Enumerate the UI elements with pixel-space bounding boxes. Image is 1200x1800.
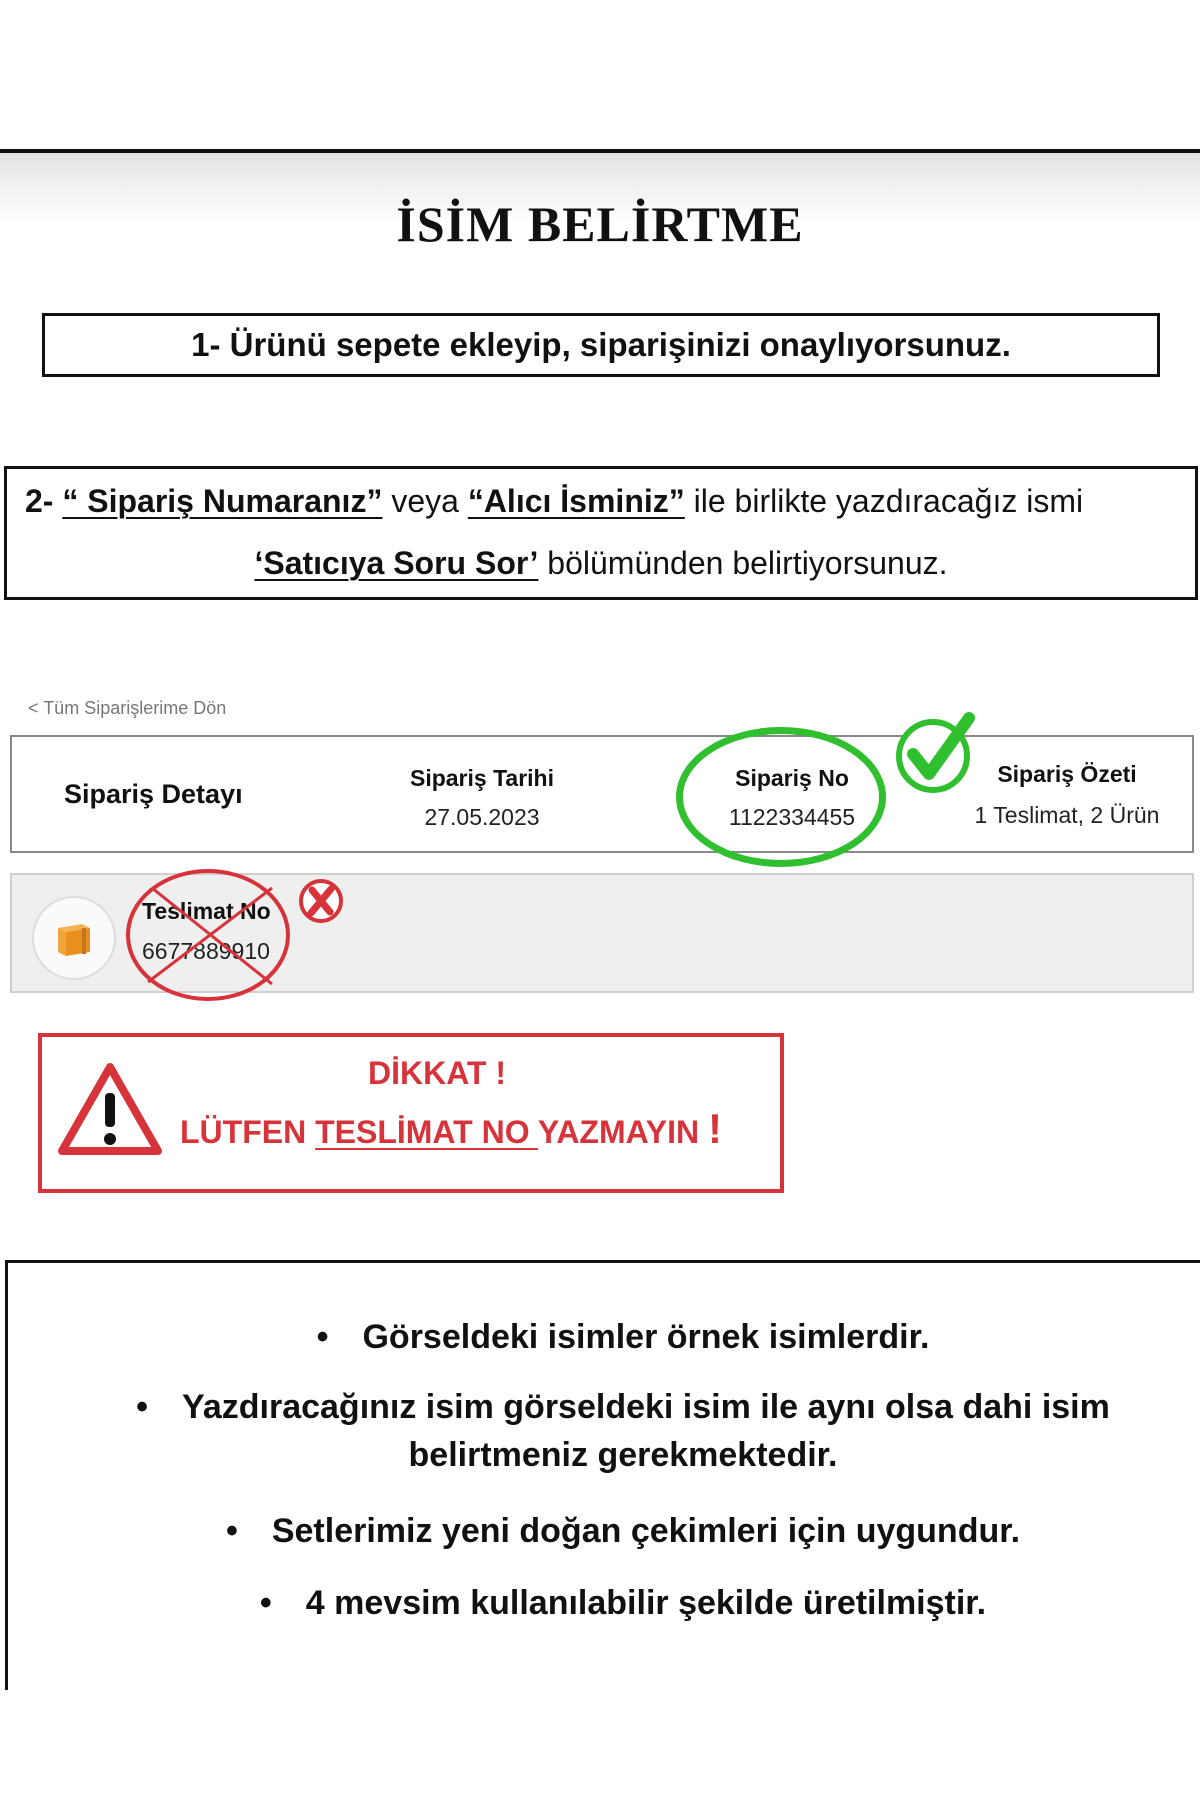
order-number-value: 1122334455 xyxy=(728,804,856,830)
step-2-box xyxy=(4,466,1198,600)
page-title: İSİM BELİRTME xyxy=(396,196,804,252)
order-date-label: Sipariş Tarihi xyxy=(409,765,554,791)
order-detail-panel xyxy=(10,735,1194,853)
info-bullet-text: Görseldeki isimler örnek isimlerdir. xyxy=(362,1318,930,1356)
info-bullet-text: Yazdıracağınız isim görseldeki isim ile aynı olsa dahi isim belirtmeniz gerekmektedir. xyxy=(182,1388,1110,1474)
info-bullet: • Görseldeki isimler örnek isimlerdir. xyxy=(316,1318,930,1356)
warning-exclamation: ! xyxy=(708,1105,723,1152)
box-icon xyxy=(52,916,96,960)
info-bullet: • Yazdıracağınız isim görseldeki isim ile aynı olsa dahi isim belirtmeniz gerekmektedir. xyxy=(136,1388,1110,1474)
step-2-line-1 xyxy=(25,483,1083,520)
info-bullet-text: Setlerimiz yeni doğan çekimleri için uygundur. xyxy=(271,1512,1021,1550)
order-number-highlight xyxy=(676,727,886,867)
step-2-or: veya xyxy=(382,483,468,519)
order-date-value: 27.05.2023 xyxy=(424,804,540,830)
warning-message-start: LÜTFEN xyxy=(180,1114,316,1150)
info-box xyxy=(5,1260,1200,1690)
step-2-prefix: 2- xyxy=(25,483,63,519)
order-summary-value: 1 Teslimat, 2 Ürün xyxy=(974,802,1160,828)
warning-message xyxy=(180,1105,722,1153)
warning-icon xyxy=(56,1059,164,1159)
ask-seller-phrase: ‘Satıcıya Soru Sor’ xyxy=(254,545,539,581)
step-2-ending: bölümünden belirtiyorsunuz. xyxy=(538,545,948,581)
step-1-box xyxy=(42,313,1160,377)
x-icon xyxy=(296,876,346,926)
order-detail-title: Sipariş Detayı xyxy=(64,779,243,809)
back-to-orders-link[interactable]: < Tüm Siparişlerime Dön xyxy=(28,698,227,718)
warning-message-underlined: TESLİMAT NO xyxy=(315,1114,538,1150)
delivery-number-value: 6677889910 xyxy=(142,938,270,964)
order-summary-label: Sipariş Özeti xyxy=(997,761,1137,787)
delivery-number-label: Teslimat No xyxy=(142,898,271,924)
order-number-phrase: “ Sipariş Numaranız” xyxy=(62,483,383,519)
order-number-label: Sipariş No xyxy=(735,765,849,791)
delivery-number-cross-out xyxy=(122,866,294,1004)
info-bullet: • Setlerimiz yeni doğan çekimleri için uygundur. xyxy=(225,1512,1021,1550)
order-date-column xyxy=(372,765,592,831)
info-bullet: • 4 mevsim kullanılabilir şekilde üretilmiştir. xyxy=(259,1584,987,1622)
step-2-suffix: ile birlikte yazdıracağız ismi xyxy=(684,483,1084,519)
buyer-name-phrase: “Alıcı İsminiz” xyxy=(467,483,685,519)
step-1-text: 1- Ürünü sepete ekleyip, siparişinizi onaylıyorsunuz. xyxy=(191,326,1011,363)
warning-box xyxy=(38,1033,784,1193)
warning-title: DİKKAT ! xyxy=(367,1055,507,1091)
warning-message-end: YAZMAYIN xyxy=(537,1114,709,1150)
check-icon xyxy=(893,710,979,796)
step-2-line-2 xyxy=(7,545,1195,582)
info-bullet-text: 4 mevsim kullanılabilir şekilde üretilmiştir. xyxy=(305,1584,987,1622)
order-summary-column xyxy=(952,761,1182,829)
